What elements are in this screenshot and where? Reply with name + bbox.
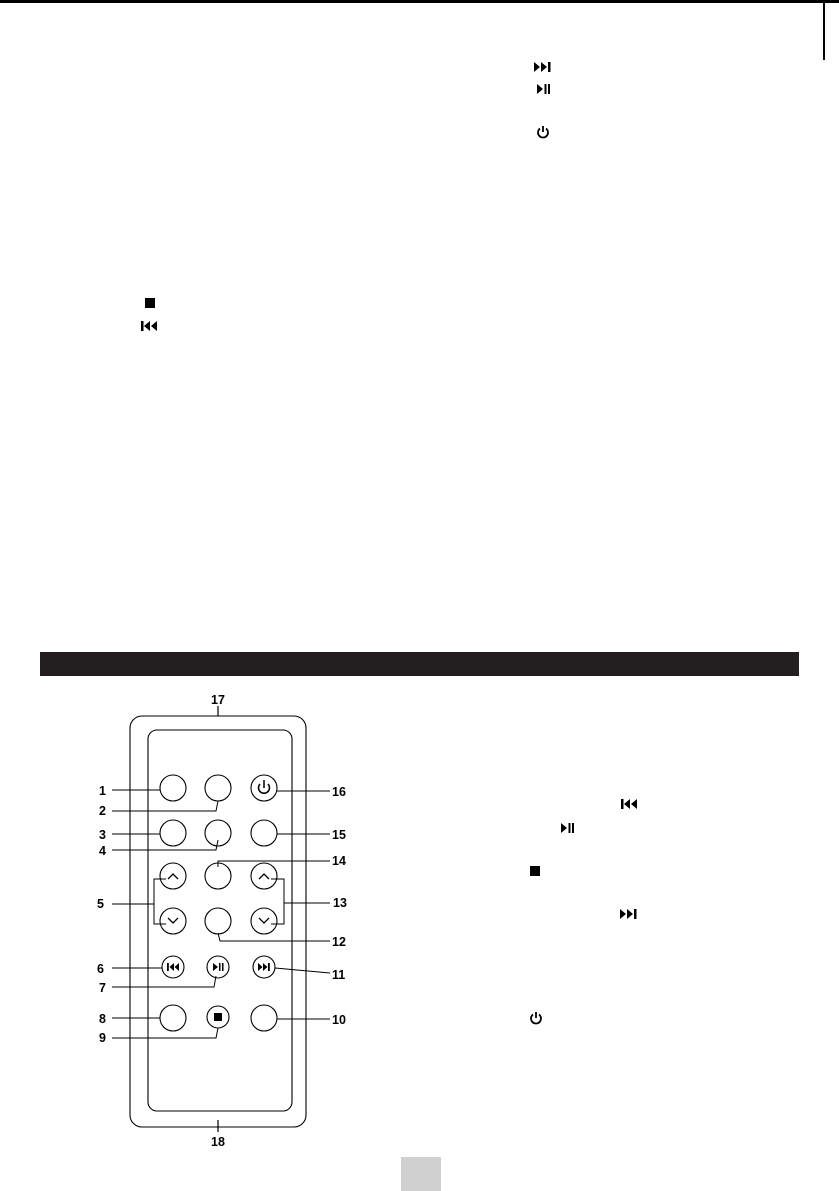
callout-9: 9 <box>99 1031 106 1045</box>
stop-icon <box>528 864 542 878</box>
remote-right-down-button <box>251 908 277 934</box>
remote-button-12 <box>205 908 231 934</box>
callout-18: 18 <box>211 1135 225 1149</box>
crop-mark <box>823 0 825 60</box>
play-pause-icon <box>560 821 576 835</box>
stop-icon <box>143 296 157 310</box>
callout-11: 11 <box>332 968 346 982</box>
callout-14: 14 <box>332 854 346 868</box>
callout-3: 3 <box>99 828 106 842</box>
section-header-bar <box>40 652 799 676</box>
power-icon <box>528 1010 544 1026</box>
remote-button-1 <box>160 775 186 801</box>
callout-13: 13 <box>333 896 347 910</box>
next-track-icon <box>619 907 639 921</box>
callout-12: 12 <box>332 935 346 949</box>
remote-button-3 <box>160 820 186 846</box>
top-border-rule <box>0 0 839 3</box>
callout-7: 7 <box>99 981 106 995</box>
callout-1: 1 <box>99 784 106 798</box>
callout-2: 2 <box>99 804 106 818</box>
callout-17: 17 <box>211 693 225 707</box>
remote-button-10 <box>251 1005 277 1031</box>
play-pause-icon <box>536 82 552 96</box>
callout-8: 8 <box>99 1012 106 1026</box>
remote-control-diagram <box>90 688 370 1152</box>
callout-5: 5 <box>97 897 104 911</box>
callout-10: 10 <box>332 1013 346 1027</box>
previous-track-icon <box>619 797 639 811</box>
remote-left-down-button <box>160 908 186 934</box>
remote-button-15 <box>251 820 277 846</box>
next-track-icon <box>533 60 553 74</box>
callout-15: 15 <box>332 828 346 842</box>
remote-button-2 <box>205 775 231 801</box>
power-icon <box>535 124 551 140</box>
callout-4: 4 <box>99 844 106 858</box>
callout-6: 6 <box>97 962 104 976</box>
callout-16: 16 <box>332 785 346 799</box>
remote-right-up-button <box>251 863 277 889</box>
remote-left-up-button <box>160 863 186 889</box>
previous-track-icon <box>139 319 159 333</box>
page-number-box <box>401 1157 441 1191</box>
remote-button-8 <box>160 1005 186 1031</box>
